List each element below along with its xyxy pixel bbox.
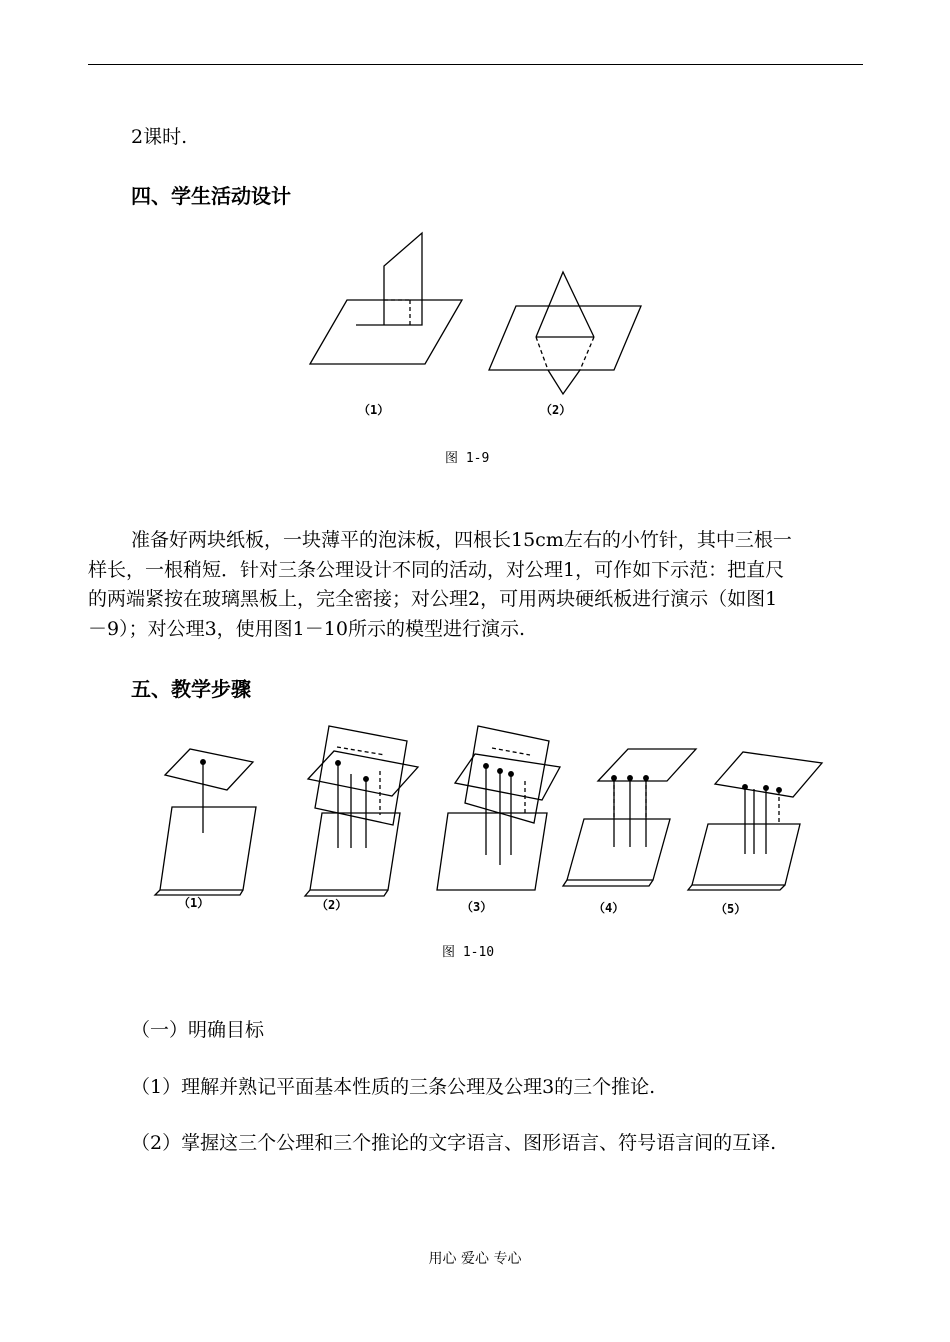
fig1-9-caption: 图 1-9: [445, 451, 490, 466]
section-5-title: 五、教学步骤: [131, 677, 251, 701]
page-footer: 用心 爱心 专心: [428, 1251, 522, 1267]
header-rule: [88, 64, 863, 65]
goal-2: （2）掌握这三个公理和三个推论的文字语言、图形语言、符号语言间的互译.: [131, 1132, 777, 1154]
para-line-3: 的两端紧按在玻璃黑板上，完全密接；对公理2，可用两块硬纸板进行演示（如图1: [88, 588, 778, 610]
fig1-9-label-2: （2）: [540, 403, 572, 417]
fig1-10-model-5: [688, 752, 822, 890]
fig1-10-label-2: （2）: [316, 898, 348, 912]
fig1-9-2-plane: [489, 306, 641, 370]
fig1-10-model-1: [155, 749, 256, 895]
section-4-title: 四、学生活动设计: [131, 184, 291, 208]
fig1-10-model-4: [563, 749, 696, 886]
fig1-9-2-triangle-top: [536, 272, 594, 337]
figure-1-9: [300, 225, 650, 475]
goal-1: （1）理解并熟记平面基本性质的三条公理及公理3的三个推论.: [131, 1076, 656, 1098]
fig1-10-label-1: （1）: [178, 896, 210, 910]
goal-title: （一）明确目标: [131, 1019, 265, 1041]
fig1-9-1-vplane: [384, 233, 422, 325]
fig1-10-label-5: （5）: [715, 902, 747, 916]
lesson-hours: 2课时.: [131, 126, 188, 148]
para-line-1: 准备好两块纸板，一块薄平的泡沫板，四根长15cm左右的小竹针，其中三根一: [131, 529, 792, 551]
figure-1-10: [130, 715, 830, 975]
fig1-10-label-3: （3）: [461, 900, 493, 914]
fig1-10-label-4: （4）: [593, 901, 625, 915]
para-line-2: 样长，一根稍短．针对三条公理设计不同的活动，对公理1，可作如下示范：把直尺: [88, 558, 785, 581]
activity-paragraph: [88, 526, 866, 644]
para-line-4: －9）；对公理3，使用图1－10所示的模型进行演示.: [88, 617, 525, 640]
fig1-10-model-3: [437, 726, 560, 890]
fig1-9-label-1: （1）: [358, 403, 390, 417]
fig1-10-caption: 图 1-10: [442, 945, 495, 960]
fig1-10-model-2: [305, 726, 418, 896]
fig1-9-1-plane: [310, 300, 462, 364]
